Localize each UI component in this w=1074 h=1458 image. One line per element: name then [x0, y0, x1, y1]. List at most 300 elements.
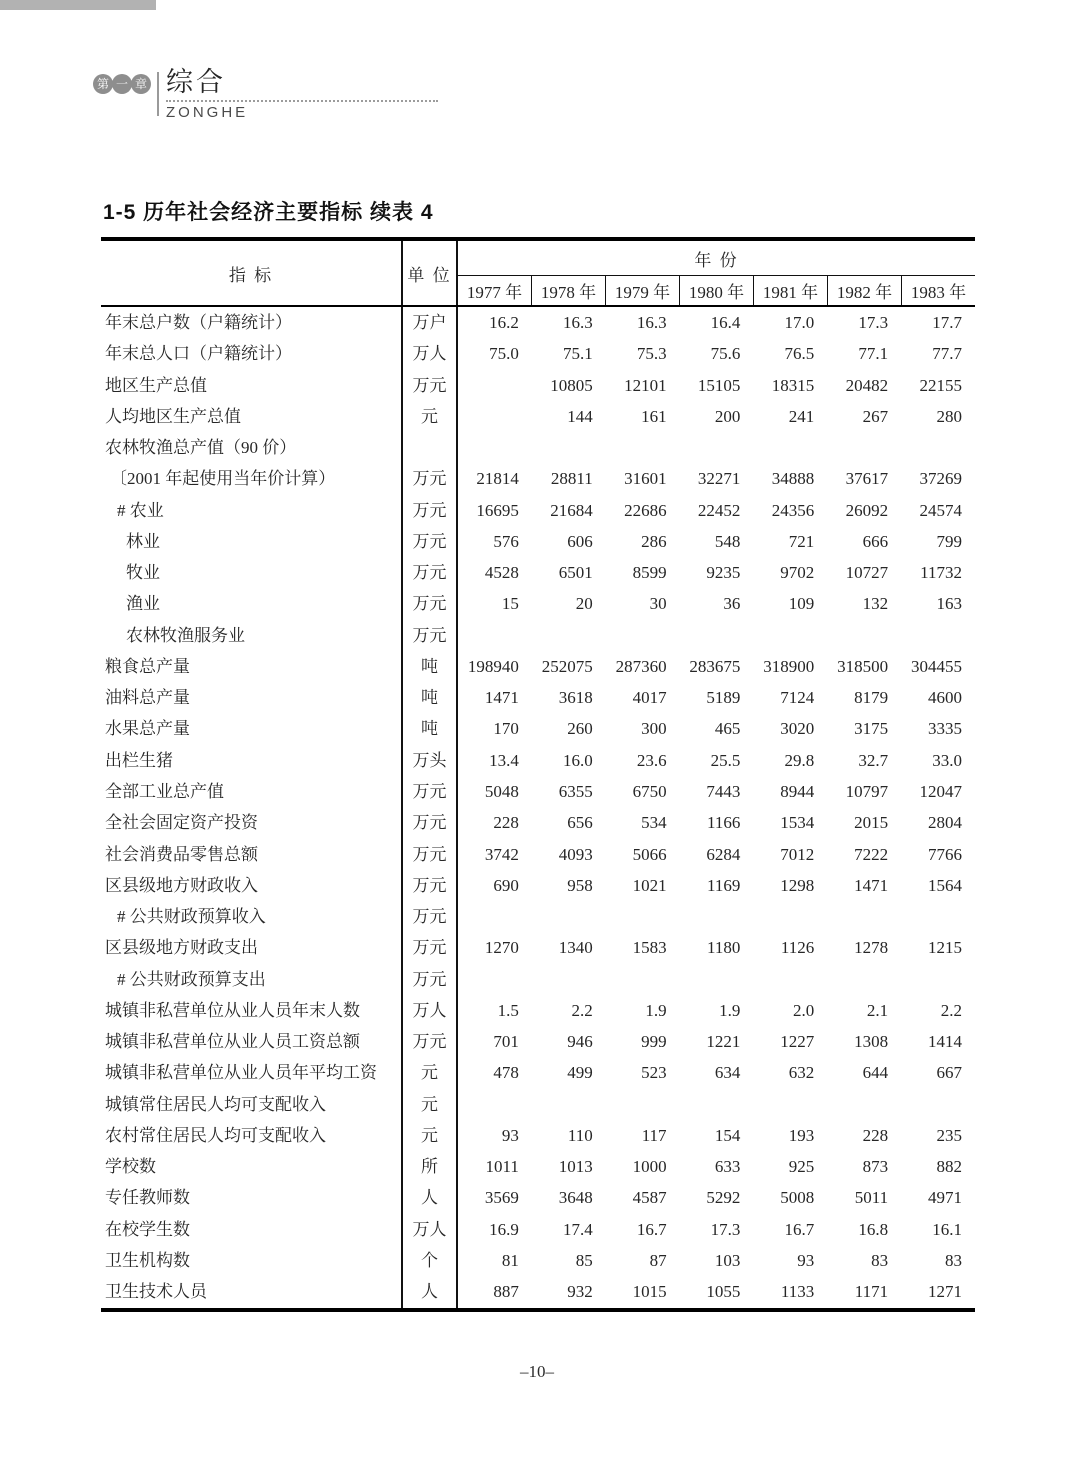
value-cell: 523 [641, 1063, 667, 1083]
value-cell: 1340 [558, 938, 593, 958]
value-cell: 925 [788, 1157, 815, 1177]
value-cell [753, 620, 827, 651]
value-cell: 1.5 [497, 1000, 519, 1020]
indicator-cell: 城镇常住居民人均可支配收入 [101, 1089, 403, 1120]
value-cell: 9702 [780, 563, 815, 583]
unit-cell: 元 [403, 401, 458, 432]
page-number: –10– [520, 1362, 554, 1381]
value-cell: 1227 [780, 1032, 815, 1052]
value-cell [532, 432, 606, 463]
chapter-accent-bar [0, 0, 156, 10]
indicator-cell: # 农业 [101, 495, 403, 526]
value-cell: 6501 [558, 563, 593, 583]
value-cell: 1221 [706, 1032, 741, 1052]
value-cell: 10797 [845, 781, 889, 801]
table-row [101, 1120, 975, 1151]
table-row [101, 682, 975, 713]
unit-cell: 吨 [403, 682, 458, 713]
value-cell: 17.3 [710, 1219, 741, 1239]
value-cell: 1169 [707, 875, 741, 895]
table-row [101, 338, 975, 369]
value-cell: 1126 [780, 938, 815, 958]
table-row [101, 713, 975, 744]
value-cell: 93 [501, 1125, 519, 1145]
table-row [101, 495, 975, 526]
value-cell: 3020 [780, 719, 815, 739]
value-cell: 1180 [707, 938, 741, 958]
table-row [101, 1151, 975, 1182]
unit-cell: 万人 [403, 1214, 458, 1245]
value-cell: 12101 [624, 375, 667, 395]
unit-cell: 万元 [403, 557, 458, 588]
value-cell: 75.3 [636, 344, 667, 364]
chapter-badge-char: 章 [131, 74, 151, 94]
value-cell [458, 1089, 532, 1120]
value-cell: 1021 [632, 875, 667, 895]
table-row [101, 776, 975, 807]
value-cell: 16.8 [858, 1219, 889, 1239]
value-cell: 1271 [927, 1282, 962, 1302]
value-cell: 25.5 [710, 750, 741, 770]
header-divider [157, 72, 159, 116]
unit-cell: 万元 [403, 807, 458, 838]
unit-cell: 万元 [403, 839, 458, 870]
value-cell: 499 [567, 1063, 593, 1083]
value-cell: 1298 [780, 875, 815, 895]
value-cell: 17.4 [562, 1219, 593, 1239]
value-cell: 20 [575, 594, 593, 614]
unit-cell: 所 [403, 1151, 458, 1182]
value-cell: 548 [714, 531, 741, 551]
chapter-badge-char: 一 [112, 74, 132, 94]
value-cell: 287360 [615, 656, 667, 676]
value-cell: 13.4 [489, 750, 519, 770]
value-cell: 882 [936, 1157, 962, 1177]
value-cell [532, 620, 606, 651]
value-cell: 30 [649, 594, 667, 614]
value-cell: 7766 [927, 844, 962, 864]
value-cell: 283675 [689, 656, 741, 676]
indicator-cell: 农村常住居民人均可支配收入 [101, 1120, 403, 1151]
unit-cell: 万元 [403, 495, 458, 526]
chapter-badge-char: 第 [93, 74, 113, 94]
value-cell [901, 432, 975, 463]
value-cell [680, 620, 754, 651]
value-cell: 2.1 [866, 1000, 889, 1020]
value-cell: 1471 [854, 875, 889, 895]
value-cell: 958 [567, 875, 593, 895]
indicator-cell: 林业 [101, 526, 403, 557]
value-cell: 200 [714, 406, 741, 426]
value-cell: 87 [649, 1250, 667, 1270]
value-cell: 4093 [558, 844, 593, 864]
value-cell: 1215 [927, 938, 962, 958]
value-cell: 24574 [919, 500, 962, 520]
value-cell: 28811 [550, 469, 593, 489]
table-row [101, 995, 975, 1026]
indicator-cell: 粮食总产量 [101, 651, 403, 682]
value-cell: 7443 [706, 781, 741, 801]
value-cell: 721 [788, 531, 815, 551]
value-cell [827, 620, 901, 651]
value-cell: 22452 [697, 500, 741, 520]
value-cell: 1000 [632, 1157, 667, 1177]
table-row [101, 745, 975, 776]
value-cell: 1015 [632, 1282, 667, 1302]
indicator-column-header: 指 标 [101, 241, 403, 305]
value-cell: 606 [567, 531, 593, 551]
year-group-header: 年 份 [458, 241, 975, 276]
table-row [101, 1214, 975, 1245]
table-row [101, 1057, 975, 1088]
value-cell: 6355 [558, 781, 593, 801]
table-row [101, 370, 975, 401]
indicator-cell: 地区生产总值 [101, 370, 403, 401]
indicator-cell: 〔2001 年起使用当年价计算） [101, 463, 403, 494]
value-cell [458, 620, 532, 651]
value-cell: 1564 [927, 875, 962, 895]
value-cell: 7012 [780, 844, 815, 864]
value-cell: 2804 [927, 813, 962, 833]
unit-cell: 万户 [403, 307, 458, 338]
indicator-cell: 年末总户数（户籍统计） [101, 307, 403, 338]
value-cell: 701 [493, 1032, 519, 1052]
value-cell: 235 [936, 1125, 962, 1145]
value-cell: 77.1 [858, 344, 889, 364]
value-cell: 24356 [771, 500, 815, 520]
year-column-header: 1980 年 [679, 276, 753, 305]
value-cell: 318900 [763, 656, 815, 676]
value-cell: 280 [936, 406, 962, 426]
indicator-cell: 全部工业总产值 [101, 776, 403, 807]
table-row [101, 870, 975, 901]
unit-cell: 万元 [403, 1026, 458, 1057]
value-cell: 117 [641, 1125, 667, 1145]
unit-cell: 元 [403, 1089, 458, 1120]
value-cell: 1534 [780, 813, 815, 833]
indicator-cell: 卫生技术人员 [101, 1276, 403, 1307]
value-cell: 690 [493, 875, 519, 895]
section-subtitle: ZONGHE [166, 104, 249, 121]
table-row [101, 307, 975, 338]
value-cell [827, 901, 901, 932]
value-cell [532, 901, 606, 932]
value-cell [606, 1089, 680, 1120]
value-cell: 93 [797, 1250, 815, 1270]
indicator-cell: 城镇非私营单位从业人员年平均工资 [101, 1057, 403, 1088]
table-row [101, 932, 975, 963]
value-cell: 17.7 [932, 313, 962, 332]
table-row [101, 1026, 975, 1057]
value-cell: 1278 [854, 938, 889, 958]
table-row [101, 1089, 975, 1120]
value-cell: 7222 [854, 844, 889, 864]
value-cell: 16.3 [636, 313, 667, 332]
value-cell: 16.4 [710, 313, 741, 332]
value-cell: 83 [944, 1250, 962, 1270]
value-cell: 163 [936, 594, 962, 614]
indicator-cell: 牧业 [101, 557, 403, 588]
unit-cell: 万人 [403, 338, 458, 369]
value-cell: 18315 [771, 375, 815, 395]
value-cell: 2.0 [793, 1000, 815, 1020]
value-cell: 1166 [707, 813, 741, 833]
value-cell: 1133 [780, 1282, 815, 1302]
value-cell: 799 [936, 531, 962, 551]
value-cell: 478 [493, 1063, 519, 1083]
value-cell: 6284 [706, 844, 741, 864]
table-header [101, 241, 975, 307]
value-cell: 887 [493, 1282, 519, 1302]
indicator-cell: 渔业 [101, 588, 403, 619]
value-cell: 103 [714, 1250, 741, 1270]
value-cell: 16.3 [562, 313, 593, 332]
value-cell: 29.8 [784, 750, 815, 770]
indicator-cell: # 公共财政预算收入 [101, 901, 403, 932]
table-row [101, 1182, 975, 1213]
year-column-header: 1982 年 [827, 276, 901, 305]
value-cell: 17.0 [784, 313, 815, 332]
value-cell: 154 [714, 1125, 741, 1145]
value-cell: 81 [501, 1250, 519, 1270]
value-cell [680, 432, 754, 463]
value-cell: 22155 [919, 375, 962, 395]
value-cell: 576 [493, 531, 519, 551]
value-cell [532, 1089, 606, 1120]
value-cell: 656 [567, 813, 593, 833]
value-cell: 16695 [476, 500, 519, 520]
indicator-cell: 年末总人口（户籍统计） [101, 338, 403, 369]
unit-cell: 万元 [403, 964, 458, 995]
value-cell [827, 964, 901, 995]
table-row [101, 839, 975, 870]
indicator-cell: 城镇非私营单位从业人员工资总额 [101, 1026, 403, 1057]
table-row [101, 651, 975, 682]
value-cell [753, 901, 827, 932]
value-cell: 10727 [845, 563, 889, 583]
value-cell: 5066 [632, 844, 667, 864]
value-cell [458, 432, 532, 463]
indicator-cell: 油料总产量 [101, 682, 403, 713]
value-cell: 76.5 [784, 344, 815, 364]
indicator-cell: 学校数 [101, 1151, 403, 1182]
indicator-cell: 全社会固定资产投资 [101, 807, 403, 838]
value-cell: 666 [862, 531, 889, 551]
unit-cell: 万元 [403, 901, 458, 932]
table-row [101, 1245, 975, 1276]
table-body [101, 307, 975, 1308]
value-cell: 5048 [484, 781, 519, 801]
value-cell: 5189 [706, 688, 741, 708]
value-cell: 1.9 [719, 1000, 741, 1020]
value-cell: 16.7 [784, 1219, 815, 1239]
unit-cell: 元 [403, 1120, 458, 1151]
unit-cell [403, 432, 458, 463]
value-cell: 4017 [632, 688, 667, 708]
table-row [101, 807, 975, 838]
value-cell: 932 [567, 1282, 593, 1302]
unit-cell: 人 [403, 1182, 458, 1213]
value-cell [680, 964, 754, 995]
value-cell [901, 620, 975, 651]
value-cell: 1055 [706, 1282, 741, 1302]
value-cell: 667 [936, 1063, 962, 1083]
value-cell: 4600 [927, 688, 962, 708]
value-cell [753, 964, 827, 995]
indicator-cell: 人均地区生产总值 [101, 401, 403, 432]
table-row [101, 401, 975, 432]
value-cell [901, 901, 975, 932]
value-cell [680, 901, 754, 932]
value-cell: 36 [723, 594, 741, 614]
year-header-row [458, 276, 975, 305]
value-cell: 34888 [771, 469, 815, 489]
value-cell: 999 [641, 1032, 667, 1052]
table-row [101, 432, 975, 463]
value-cell: 873 [862, 1157, 889, 1177]
value-cell: 634 [714, 1063, 741, 1083]
unit-cell: 万头 [403, 745, 458, 776]
value-cell: 4971 [927, 1188, 962, 1208]
value-cell [532, 964, 606, 995]
value-cell [606, 620, 680, 651]
value-cell: 26092 [845, 500, 889, 520]
value-cell: 16.1 [932, 1219, 962, 1239]
value-cell: 4528 [484, 563, 519, 583]
table-row [101, 901, 975, 932]
indicator-cell: 专任教师数 [101, 1182, 403, 1213]
value-cell: 37269 [919, 469, 962, 489]
value-cell: 16.2 [489, 313, 519, 332]
value-cell: 110 [567, 1125, 593, 1145]
value-cell: 1583 [632, 938, 667, 958]
value-cell: 5011 [854, 1188, 889, 1208]
unit-cell: 万元 [403, 588, 458, 619]
value-cell [606, 901, 680, 932]
value-cell: 534 [641, 813, 667, 833]
indicator-cell: 社会消费品零售总额 [101, 839, 403, 870]
value-cell: 33.0 [932, 750, 962, 770]
value-cell [753, 432, 827, 463]
indicator-cell: 农林牧渔总产值（90 价） [101, 432, 403, 463]
value-cell: 300 [641, 719, 667, 739]
table-title: 1-5 历年社会经济主要指标 续表 4 [103, 201, 434, 224]
value-cell: 633 [714, 1157, 741, 1177]
value-cell: 5292 [706, 1188, 741, 1208]
value-cell: 85 [575, 1250, 593, 1270]
unit-cell: 人 [403, 1276, 458, 1307]
value-cell: 20482 [845, 375, 889, 395]
value-cell: 12047 [919, 781, 962, 801]
statistics-table [101, 237, 975, 1312]
value-cell: 4587 [632, 1188, 667, 1208]
value-cell: 1013 [558, 1157, 593, 1177]
year-column-header: 1983 年 [901, 276, 975, 305]
value-cell: 2.2 [940, 1000, 962, 1020]
value-cell [458, 901, 532, 932]
year-column-header: 1979 年 [605, 276, 679, 305]
value-cell: 198940 [467, 656, 519, 676]
value-cell: 16.7 [636, 1219, 667, 1239]
value-cell: 15105 [697, 375, 741, 395]
value-cell: 16.9 [489, 1219, 519, 1239]
value-cell: 32.7 [858, 750, 889, 770]
value-cell: 1171 [854, 1282, 889, 1302]
value-cell: 16.0 [562, 750, 593, 770]
value-cell: 83 [871, 1250, 889, 1270]
unit-cell: 万元 [403, 526, 458, 557]
unit-cell: 吨 [403, 713, 458, 744]
value-cell: 252075 [541, 656, 593, 676]
indicator-cell: 农林牧渔服务业 [101, 620, 403, 651]
value-cell: 260 [567, 719, 593, 739]
table-row [101, 557, 975, 588]
value-cell: 304455 [910, 656, 962, 676]
value-cell: 5008 [780, 1188, 815, 1208]
value-cell: 15 [501, 594, 519, 614]
value-cell: 7124 [780, 688, 815, 708]
value-cell: 318500 [837, 656, 889, 676]
value-cell: 1.9 [645, 1000, 667, 1020]
table-row [101, 526, 975, 557]
indicator-cell: 卫生机构数 [101, 1245, 403, 1276]
chapter-badge [93, 74, 150, 94]
value-cell: 8179 [854, 688, 889, 708]
value-cell [753, 1089, 827, 1120]
value-cell: 3175 [854, 719, 889, 739]
unit-cell: 吨 [403, 651, 458, 682]
value-cell: 644 [862, 1063, 889, 1083]
value-cell [827, 432, 901, 463]
table-row [101, 463, 975, 494]
value-cell: 1308 [854, 1032, 889, 1052]
value-cell: 23.6 [636, 750, 667, 770]
indicator-cell: 区县级地方财政收入 [101, 870, 403, 901]
value-cell: 1471 [484, 688, 519, 708]
value-cell: 1011 [485, 1157, 519, 1177]
unit-cell: 万元 [403, 776, 458, 807]
unit-cell: 万人 [403, 995, 458, 1026]
section-title: 综合 [166, 67, 226, 97]
unit-column-header: 单 位 [403, 241, 458, 305]
value-cell: 8599 [632, 563, 667, 583]
value-cell: 75.1 [562, 344, 593, 364]
value-cell: 3648 [558, 1188, 593, 1208]
value-cell: 632 [788, 1063, 815, 1083]
section-title-underline [166, 100, 438, 102]
value-cell: 3742 [484, 844, 519, 864]
value-cell [901, 1089, 975, 1120]
value-cell: 3618 [558, 688, 593, 708]
value-cell: 1414 [927, 1032, 962, 1052]
value-cell: 37617 [845, 469, 889, 489]
unit-cell: 万元 [403, 620, 458, 651]
value-cell [458, 370, 532, 401]
unit-cell: 万元 [403, 463, 458, 494]
indicator-cell: # 公共财政预算支出 [101, 964, 403, 995]
value-cell [606, 964, 680, 995]
unit-cell: 元 [403, 1057, 458, 1088]
year-column-header: 1978 年 [531, 276, 605, 305]
table-row [101, 964, 975, 995]
value-cell: 946 [567, 1032, 593, 1052]
unit-cell: 万元 [403, 370, 458, 401]
value-cell: 132 [862, 594, 889, 614]
value-cell: 3569 [484, 1188, 519, 1208]
value-cell: 75.0 [489, 344, 519, 364]
year-column-header: 1977 年 [466, 283, 523, 302]
value-cell: 3335 [927, 719, 962, 739]
